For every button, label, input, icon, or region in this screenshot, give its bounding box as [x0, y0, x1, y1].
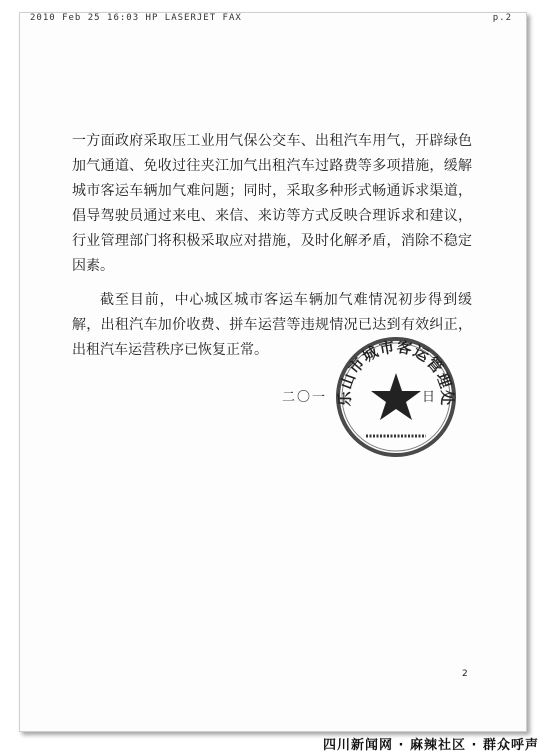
document-date: 二〇一: [282, 390, 328, 405]
document-page: [19, 12, 527, 732]
document-date-day: 日: [422, 390, 436, 405]
official-seal-stamp-icon: [332, 333, 460, 461]
seal-text: 乐山市城市客运管理处: [335, 337, 457, 407]
paragraph-status: 截至目前，中心城区城市客运车辆加气难情况初步得到缓解，出租汽车加价收费、拼车运营等违规情况已达到有效纠正，出租汽车运营秩序已恢复正常。: [72, 292, 472, 358]
page-number: 2: [462, 669, 468, 679]
paragraph-measures: 一方面政府采取压工业用气保公交车、出租汽车用气，开辟绿色加气通道、免收过往夹江加气出租汽车过路费等多项措施，缓解城市客运车辆加气难问题；同时，采取多种形式畅通诉求渠道，倡导驾驶员通过来电、来信、来访等方式反映合理诉求和建议，行业管理部门将积极采取应对措施，及时化解矛盾，消除不稳定因素。: [72, 133, 472, 274]
fax-header-info: 2010 Feb 25 16:03 HP LASERJET FAX: [30, 13, 242, 23]
source-watermark: 四川新闻网 · 麻辣社区 · 群众呼声: [323, 738, 539, 753]
fax-header: [30, 13, 512, 27]
fax-page-indicator: p.2: [492, 13, 512, 23]
